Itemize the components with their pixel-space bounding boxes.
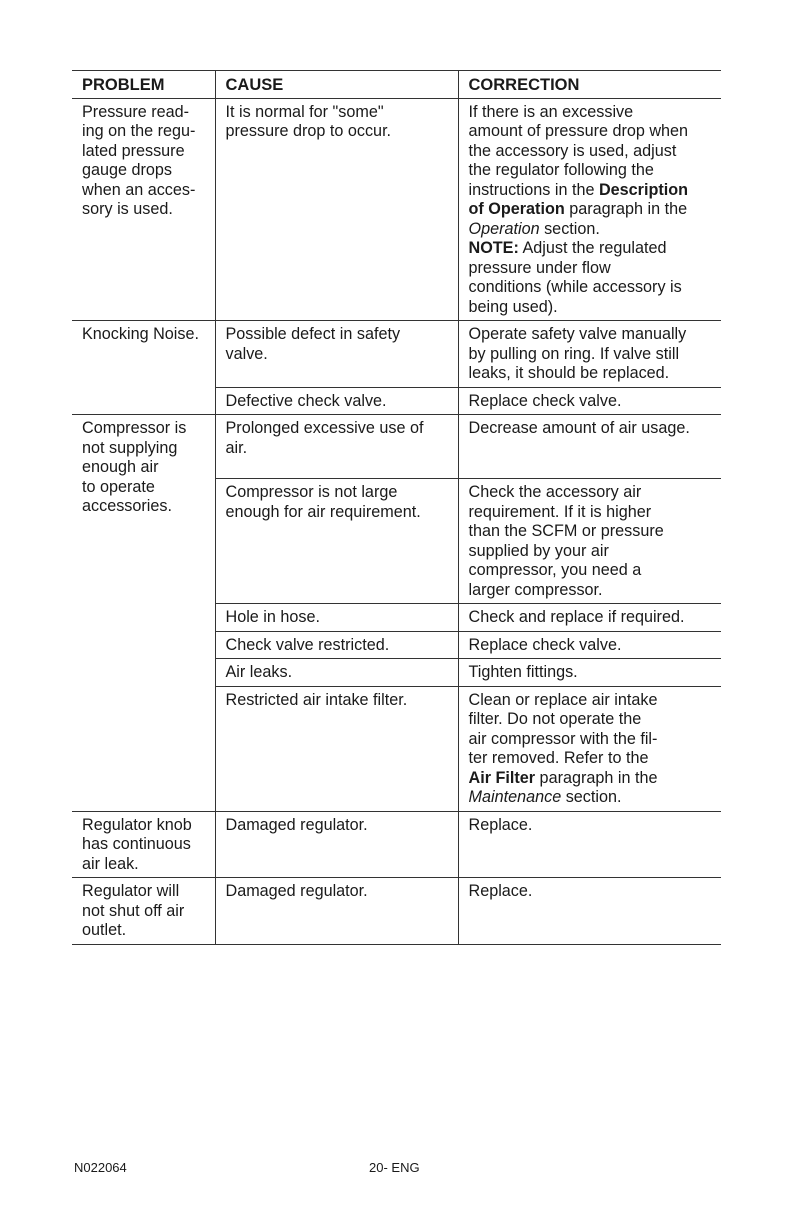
cause-cell: Defective check valve. <box>215 387 458 415</box>
header-correction: CORRECTION <box>458 71 721 99</box>
correction-cell: Replace. <box>458 811 721 878</box>
document-code: N022064 <box>74 1160 127 1175</box>
table-row <box>72 415 721 479</box>
cause-cell: Check valve restricted. <box>215 631 458 659</box>
page-number: 20- ENG <box>369 1160 420 1175</box>
problem-cell: Pressure read- ing on the regu- lated pressure gauge drops when an acces- sory is used. <box>72 98 215 321</box>
correction-cell: Replace. <box>458 878 721 945</box>
cause-cell: Prolonged excessive use of air. <box>215 415 458 479</box>
cause-cell: Possible defect in safety valve. <box>215 321 458 388</box>
cause-cell: Hole in hose. <box>215 604 458 632</box>
cause-cell: It is normal for "some" pressure drop to occur. <box>215 98 458 321</box>
problem-cell: Compressor is not supplying enough air to operate accessories. <box>72 415 215 812</box>
correction-cell: Check the accessory air requirement. If it is higher than the SCFM or pressure supplied by your air compressor, you need a larger compressor. <box>458 479 721 604</box>
cause-cell: Damaged regulator. <box>215 811 458 878</box>
correction-cell: If there is an excessive amount of pressure drop when the accessory is used, adjust the regulator following the instructions in the Description of Operation paragraph in the Operation section. NOTE: Adjust the regulated pressure under flow conditions (while accessory is being used). <box>458 98 721 321</box>
problem-cell: Knocking Noise. <box>82 325 199 343</box>
table-row <box>72 878 721 945</box>
problem-cell: Regulator will not shut off air outlet. <box>72 878 215 945</box>
table-row <box>72 98 721 321</box>
cause-cell: Compressor is not large enough for air requirement. <box>215 479 458 604</box>
correction-cell: Clean or replace air intake filter. Do not operate the air compressor with the fil- ter removed. Refer to the Air Filter paragraph in the Maintenance section. <box>458 686 721 811</box>
header-problem: PROBLEM <box>72 71 215 99</box>
cause-cell: Air leaks. <box>215 659 458 687</box>
header-cause: CAUSE <box>215 71 458 99</box>
cause-cell: Restricted air intake filter. <box>215 686 458 811</box>
correction-cell: Replace check valve. <box>458 387 721 415</box>
correction-cell: Tighten fittings. <box>458 659 721 687</box>
cause-cell: Damaged regulator. <box>215 878 458 945</box>
correction-cell: Decrease amount of air usage. <box>458 415 721 479</box>
correction-cell: Check and replace if required. <box>458 604 721 632</box>
problem-cell: Regulator knob has continuous air leak. <box>72 811 215 878</box>
troubleshooting-table <box>72 70 721 945</box>
correction-cell: Operate safety valve manually by pulling on ring. If valve still leaks, it should be replaced. <box>458 321 721 388</box>
table-header-row <box>72 71 721 99</box>
table-row <box>72 811 721 878</box>
correction-cell: Replace check valve. <box>458 631 721 659</box>
table-row <box>72 321 721 388</box>
